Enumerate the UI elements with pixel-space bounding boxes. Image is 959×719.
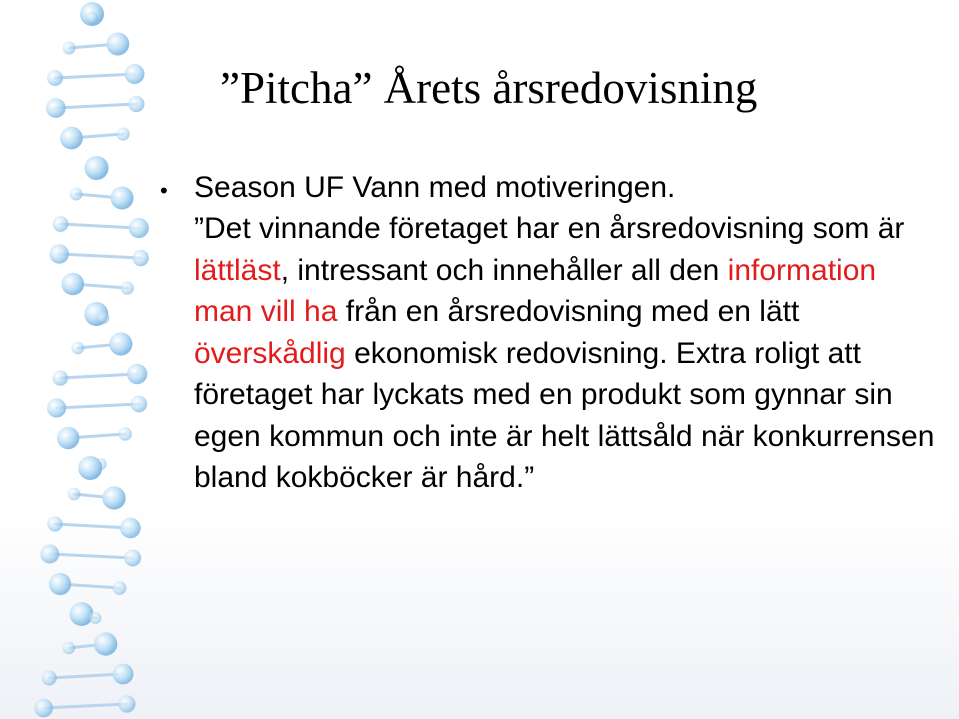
helix-bead (62, 41, 75, 54)
helix-bead (113, 581, 127, 595)
helix-bead (47, 516, 62, 531)
helix-bead (94, 632, 117, 655)
quote-paragraph (194, 208, 940, 499)
helix-bead (118, 427, 132, 441)
highlighted-phrase: överskådlig (194, 336, 346, 370)
helix-bead (127, 364, 147, 384)
helix-bead (120, 518, 141, 539)
helix-bond (55, 524, 130, 528)
helix-bead (42, 670, 57, 685)
helix-bead (128, 96, 144, 112)
helix-bead (130, 396, 147, 413)
helix-bead (97, 312, 109, 324)
quote-text: ekonomisk redovisning. Extra roligt att företaget har lyckats med en produkt som gynnar sin egen kommun och inte är helt lättsåld när konkurrensen bland kokböcker är hård.” (194, 336, 935, 494)
helix-bond (44, 704, 127, 708)
helix-bead (124, 549, 141, 566)
helix-bead (89, 612, 101, 624)
helix-bead (125, 64, 145, 84)
helix-beads (34, 2, 149, 717)
helix-bead (53, 216, 69, 232)
helix-bead (116, 127, 129, 140)
slide-title: ”Pitcha” Årets årsredovisning (220, 63, 758, 113)
quote-text: ”Det vinnande företaget har en årsredovisning som är (194, 212, 905, 245)
helix-bead (60, 127, 83, 150)
helix-bead (118, 695, 135, 712)
helix-bead (86, 12, 98, 24)
helix-bead (70, 602, 94, 626)
helix-bead (120, 281, 133, 294)
helix-bond (59, 254, 140, 258)
helix-bond (57, 404, 139, 408)
helix-bond (60, 374, 137, 378)
helix-bead (71, 342, 84, 355)
helix-bond (49, 674, 123, 678)
helix-bead (113, 664, 134, 685)
helix-bond (55, 74, 134, 78)
dna-helix-decoration (0, 0, 160, 719)
helix-bead (63, 642, 76, 655)
helix-bead (40, 545, 59, 564)
helix-bead (34, 699, 53, 718)
bullet-lead-text: Season UF Vann med motiveringen. (194, 171, 676, 204)
helix-bead (106, 33, 129, 56)
helix-bead (47, 398, 66, 417)
helix-bond (56, 104, 137, 108)
highlighted-phrase: information man vill ha (194, 253, 877, 328)
helix-bead (132, 250, 149, 267)
helix-bead (85, 156, 109, 180)
helix-bond (50, 554, 133, 558)
bullet-dot-icon: • (160, 178, 168, 203)
helix-bead (68, 488, 81, 501)
quote-text: från en årsredovisning med en lätt (337, 295, 800, 328)
helix-bonds (44, 14, 141, 708)
helix-bead (52, 370, 68, 386)
helix-bead (129, 218, 149, 238)
helix-bead (102, 486, 125, 509)
helix-bead (49, 573, 71, 595)
highlighted-phrase: lättläst (194, 253, 281, 287)
slide-body (150, 170, 940, 499)
helix-bead (62, 273, 85, 296)
helix-bead (78, 456, 102, 480)
helix-bead (49, 244, 68, 263)
helix-bead (70, 188, 83, 201)
bullet-item (150, 170, 940, 499)
quote-text: , intressant och innehåller all den (280, 253, 728, 287)
helix-bead (47, 70, 63, 86)
helix-bead (46, 98, 66, 118)
helix-bead (111, 186, 134, 209)
helix-bond (60, 224, 138, 228)
helix-bead (57, 427, 79, 449)
helix-bead (109, 332, 132, 355)
